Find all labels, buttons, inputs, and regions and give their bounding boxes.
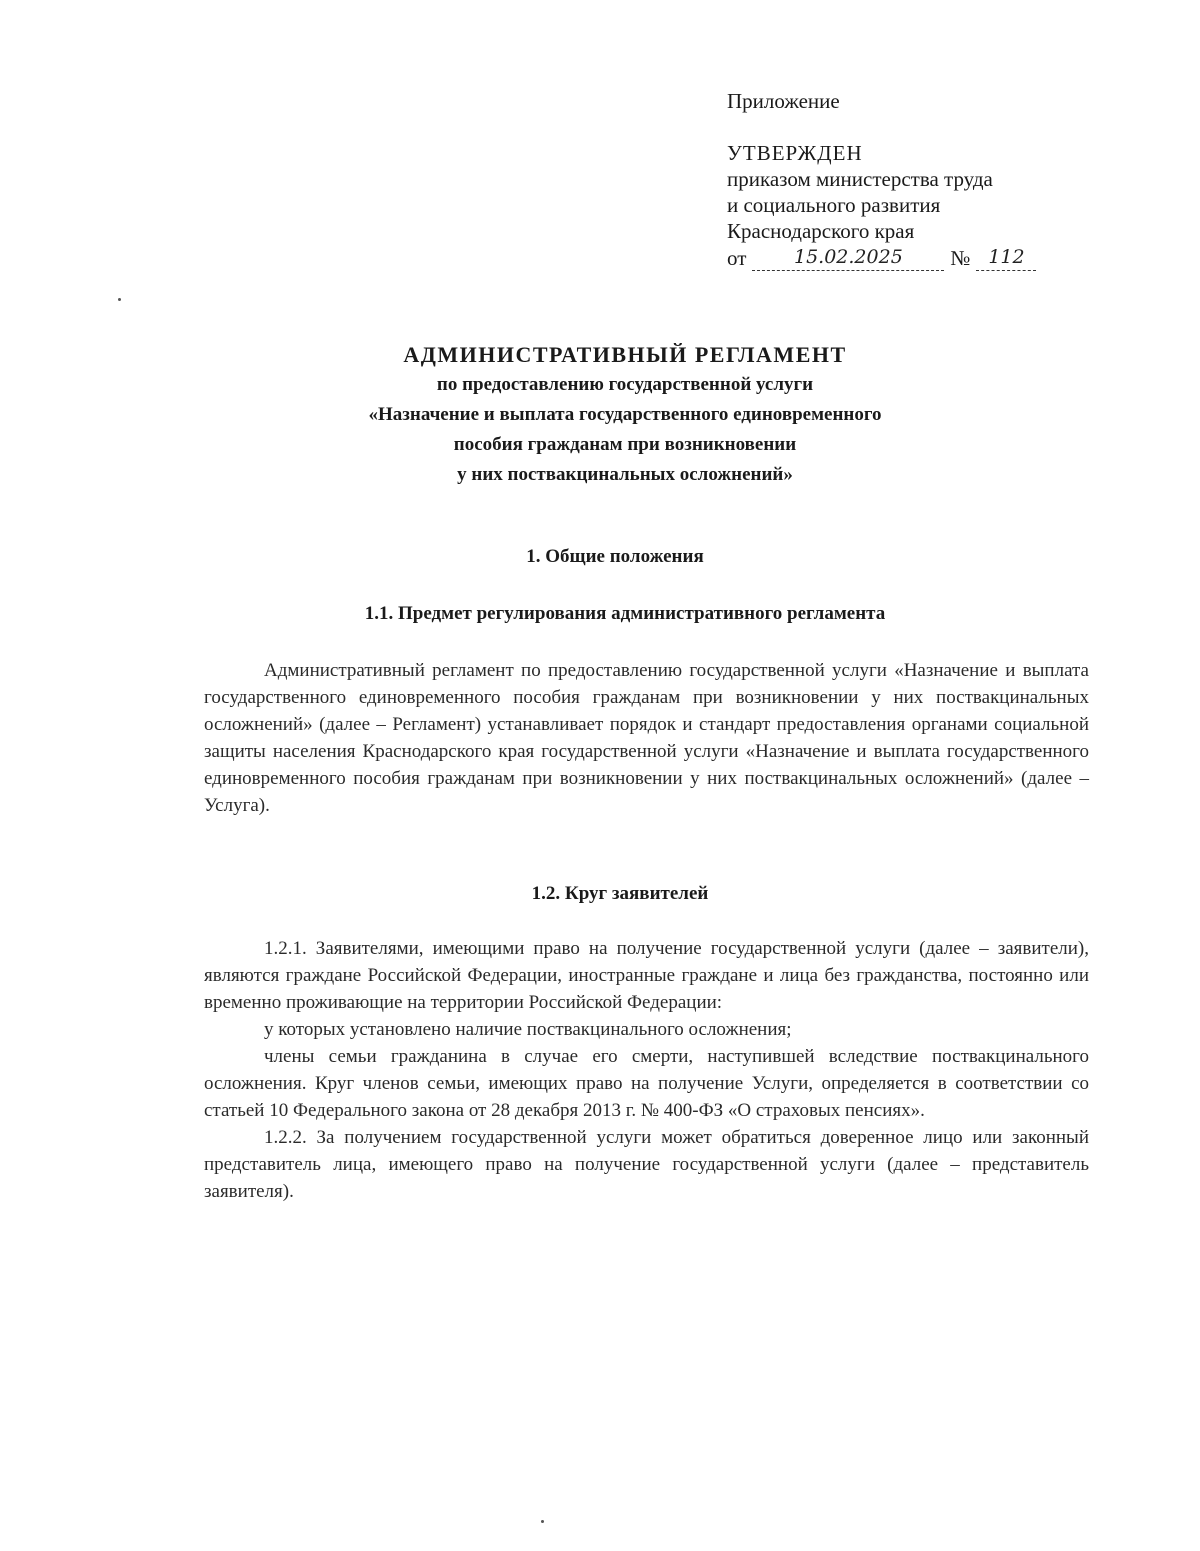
section-heading-general: 1. Общие положения — [526, 546, 704, 567]
approval-line-3: Краснодарского края — [727, 219, 915, 243]
handwritten-date: 15.02.2025 — [752, 244, 944, 271]
title-line-3: пособия гражданам при возникновении — [453, 434, 797, 455]
scan-speck — [118, 298, 121, 301]
paragraph: Административный регламент по предоставлению государственной услуги «Назначение и выплата государственного единовременного пособия гражданам при возникновении у них поствакцинальных осложнений» (далее – Регламент) устанавливает порядок и стандарт предоставления органами социальной защиты населения Краснодарского края государственной услуги «Назначение и выплата государственного единовременного пособия гражданам при возникновении у них поствакцинальных осложнений» (далее – Услуга). — [204, 660, 1089, 816]
approval-line-2: и социального развития — [727, 193, 941, 217]
paragraph: члены семьи гражданина в случае его смерти, наступившей вследствие поствакцинального осложнения. Круг членов семьи, имеющих право на получение Услуги, определяется в соответствии со статьей 10 Федерального закона от 28 декабря 2013 г. № 400-ФЗ «О страховых пенсиях». — [204, 1046, 1089, 1121]
approval-line-1: приказом министерства труда — [727, 167, 993, 191]
paragraph: у которых установлено наличие поствакцинального осложнения; — [264, 1019, 792, 1040]
appendix-label: Приложение — [727, 89, 840, 113]
section-heading-subject: 1.1. Предмет регулирования административного регламента — [364, 603, 886, 624]
approved-label: УТВЕРЖДЕН — [727, 141, 863, 165]
paragraph: 1.2.2. За получением государственной услуги может обратиться доверенное лицо или законный представитель лица, имеющего право на получение государственной услуги (далее – представитель заявителя). — [204, 1127, 1089, 1202]
paragraph: 1.2.1. Заявителями, имеющими право на получение государственной услуги (далее – заявители), являются граждане Российской Федерации, иностранные граждане и лица без гражданства, постоянно или временно проживающие на территории Российской Федерации: — [204, 938, 1089, 1013]
paragraph-block-applicants — [204, 935, 1089, 1205]
title-main: АДМИНИСТРАТИВНЫЙ РЕГЛАМЕНТ — [403, 342, 847, 367]
handwritten-number: 112 — [976, 244, 1036, 271]
title-line-1: по предоставлению государственной услуги — [436, 374, 814, 395]
paragraph-block-subject — [204, 657, 1089, 819]
title-line-4: у них поствакцинальных осложнений» — [457, 464, 793, 485]
scan-speck — [541, 1520, 544, 1523]
approval-stamp-block — [727, 88, 1036, 271]
date-prefix: от — [727, 246, 747, 270]
section-heading-applicants: 1.2. Круг заявителей — [531, 883, 709, 904]
number-prefix: № — [950, 246, 971, 270]
title-line-2: «Назначение и выплата государственного единовременного — [368, 404, 882, 425]
document-title — [150, 340, 1100, 490]
approval-date-number-line — [727, 244, 1036, 271]
